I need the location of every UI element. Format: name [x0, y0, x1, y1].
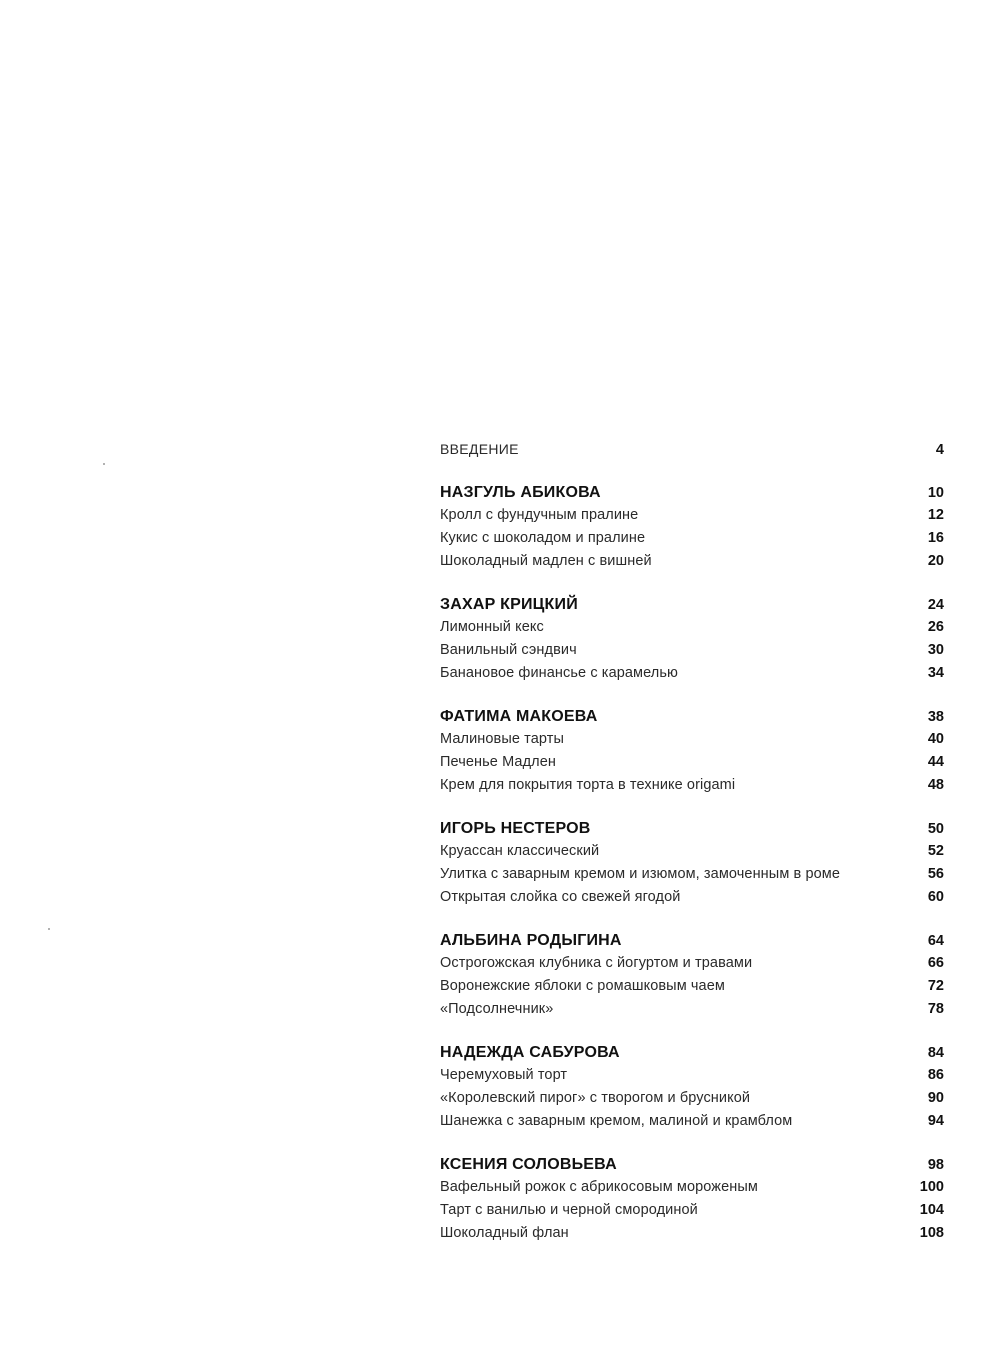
recipe-title: Черемуховый торт	[440, 1067, 568, 1083]
recipe-title: Шоколадный флан	[440, 1225, 569, 1241]
recipe-page: 34	[927, 665, 944, 681]
author-page: 64	[927, 933, 944, 949]
toc-recipe-row[interactable]	[440, 1087, 944, 1110]
recipe-title: Банановое финансье с карамелью	[440, 665, 679, 681]
toc-recipe-row[interactable]	[440, 662, 944, 685]
recipe-page: 48	[927, 777, 944, 793]
recipe-page: 104	[919, 1202, 944, 1218]
recipe-page: 72	[927, 978, 944, 994]
recipe-title: «Королевский пирог» с творогом и брусникой	[440, 1090, 751, 1106]
recipe-title: Открытая слойка со свежей ягодой	[440, 889, 681, 905]
recipe-page: 20	[927, 553, 944, 569]
recipe-title: Кукис с шоколадом и пралине	[440, 530, 646, 546]
scan-speck	[48, 928, 50, 930]
author-name: НАДЕЖДА САБУРОВА	[440, 1044, 620, 1061]
toc-recipe-row[interactable]	[440, 616, 944, 639]
recipe-title: Тарт с ванилью и черной смородиной	[440, 1202, 698, 1218]
recipe-title: Улитка с заварным кремом и изюмом, замоченным в роме	[440, 866, 841, 882]
toc-author-row[interactable]	[440, 929, 944, 952]
toc-recipe-row[interactable]	[440, 886, 944, 909]
table-of-contents	[440, 438, 944, 1245]
toc-author-row[interactable]	[440, 1153, 944, 1176]
recipe-page: 16	[927, 530, 944, 546]
toc-recipe-row[interactable]	[440, 840, 944, 863]
recipe-page: 40	[927, 731, 944, 747]
toc-author-row[interactable]	[440, 481, 944, 504]
toc-recipe-row[interactable]	[440, 1222, 944, 1245]
author-page: 50	[927, 821, 944, 837]
toc-section	[440, 817, 944, 909]
toc-author-row[interactable]	[440, 705, 944, 728]
recipe-title: Ванильный сэндвич	[440, 642, 577, 658]
recipe-title: Лимонный кекс	[440, 619, 544, 635]
scan-speck	[103, 463, 105, 465]
toc-recipe-row[interactable]	[440, 1176, 944, 1199]
toc-intro-row[interactable]	[440, 438, 944, 461]
author-page: 84	[927, 1045, 944, 1061]
recipe-title: Острогожская клубника с йогуртом и травами	[440, 955, 753, 971]
toc-section	[440, 929, 944, 1021]
toc-intro-page: 4	[935, 442, 944, 458]
recipe-page: 78	[927, 1001, 944, 1017]
recipe-page: 30	[927, 642, 944, 658]
recipe-page: 66	[927, 955, 944, 971]
recipe-page: 94	[927, 1113, 944, 1129]
toc-recipe-row[interactable]	[440, 952, 944, 975]
author-page: 10	[927, 485, 944, 501]
recipe-page: 90	[927, 1090, 944, 1106]
toc-section	[440, 1041, 944, 1133]
recipe-title: Воронежские яблоки с ромашковым чаем	[440, 978, 725, 994]
author-page: 98	[927, 1157, 944, 1173]
author-name: АЛЬБИНА РОДЫГИНА	[440, 932, 622, 949]
toc-section	[440, 481, 944, 573]
recipe-title: Кролл с фундучным пралине	[440, 507, 639, 523]
toc-recipe-row[interactable]	[440, 1199, 944, 1222]
toc-recipe-row[interactable]	[440, 774, 944, 797]
author-name: ФАТИМА МАКОЕВА	[440, 708, 598, 725]
toc-author-row[interactable]	[440, 817, 944, 840]
recipe-page: 12	[927, 507, 944, 523]
recipe-page: 56	[927, 866, 944, 882]
toc-author-row[interactable]	[440, 593, 944, 616]
author-page: 38	[927, 709, 944, 725]
toc-recipe-row[interactable]	[440, 527, 944, 550]
toc-recipe-row[interactable]	[440, 550, 944, 573]
author-name: НАЗГУЛЬ АБИКОВА	[440, 484, 601, 501]
author-page: 24	[927, 597, 944, 613]
toc-author-row[interactable]	[440, 1041, 944, 1064]
recipe-page: 44	[927, 754, 944, 770]
recipe-title: Крем для покрытия торта в технике origami	[440, 777, 736, 793]
toc-section	[440, 1153, 944, 1245]
recipe-page: 108	[919, 1225, 944, 1241]
recipe-title: Малиновые тарты	[440, 731, 565, 747]
recipe-page: 52	[927, 843, 944, 859]
author-name: ЗАХАР КРИЦКИЙ	[440, 596, 578, 613]
recipe-title: Круассан классический	[440, 843, 600, 859]
recipe-title: Печенье Мадлен	[440, 754, 556, 770]
recipe-page: 60	[927, 889, 944, 905]
toc-recipe-row[interactable]	[440, 863, 944, 886]
recipe-title: Шоколадный мадлен с вишней	[440, 553, 652, 569]
toc-recipe-row[interactable]	[440, 639, 944, 662]
author-name: ИГОРЬ НЕСТЕРОВ	[440, 820, 591, 837]
toc-recipe-row[interactable]	[440, 1064, 944, 1087]
toc-section	[440, 593, 944, 685]
toc-recipe-row[interactable]	[440, 998, 944, 1021]
toc-intro-title: ВВЕДЕНИЕ	[440, 441, 519, 457]
recipe-page: 26	[927, 619, 944, 635]
recipe-page: 100	[919, 1179, 944, 1195]
toc-recipe-row[interactable]	[440, 504, 944, 527]
recipe-title: Вафельный рожок с абрикосовым мороженым	[440, 1179, 758, 1195]
toc-recipe-row[interactable]	[440, 975, 944, 998]
toc-section	[440, 705, 944, 797]
recipe-title: «Подсолнечник»	[440, 1001, 554, 1017]
recipe-page: 86	[927, 1067, 944, 1083]
recipe-title: Шанежка с заварным кремом, малиной и крамблом	[440, 1113, 793, 1129]
toc-recipe-row[interactable]	[440, 1110, 944, 1133]
toc-recipe-row[interactable]	[440, 728, 944, 751]
author-name: КСЕНИЯ СОЛОВЬЕВА	[440, 1156, 617, 1173]
toc-recipe-row[interactable]	[440, 751, 944, 774]
